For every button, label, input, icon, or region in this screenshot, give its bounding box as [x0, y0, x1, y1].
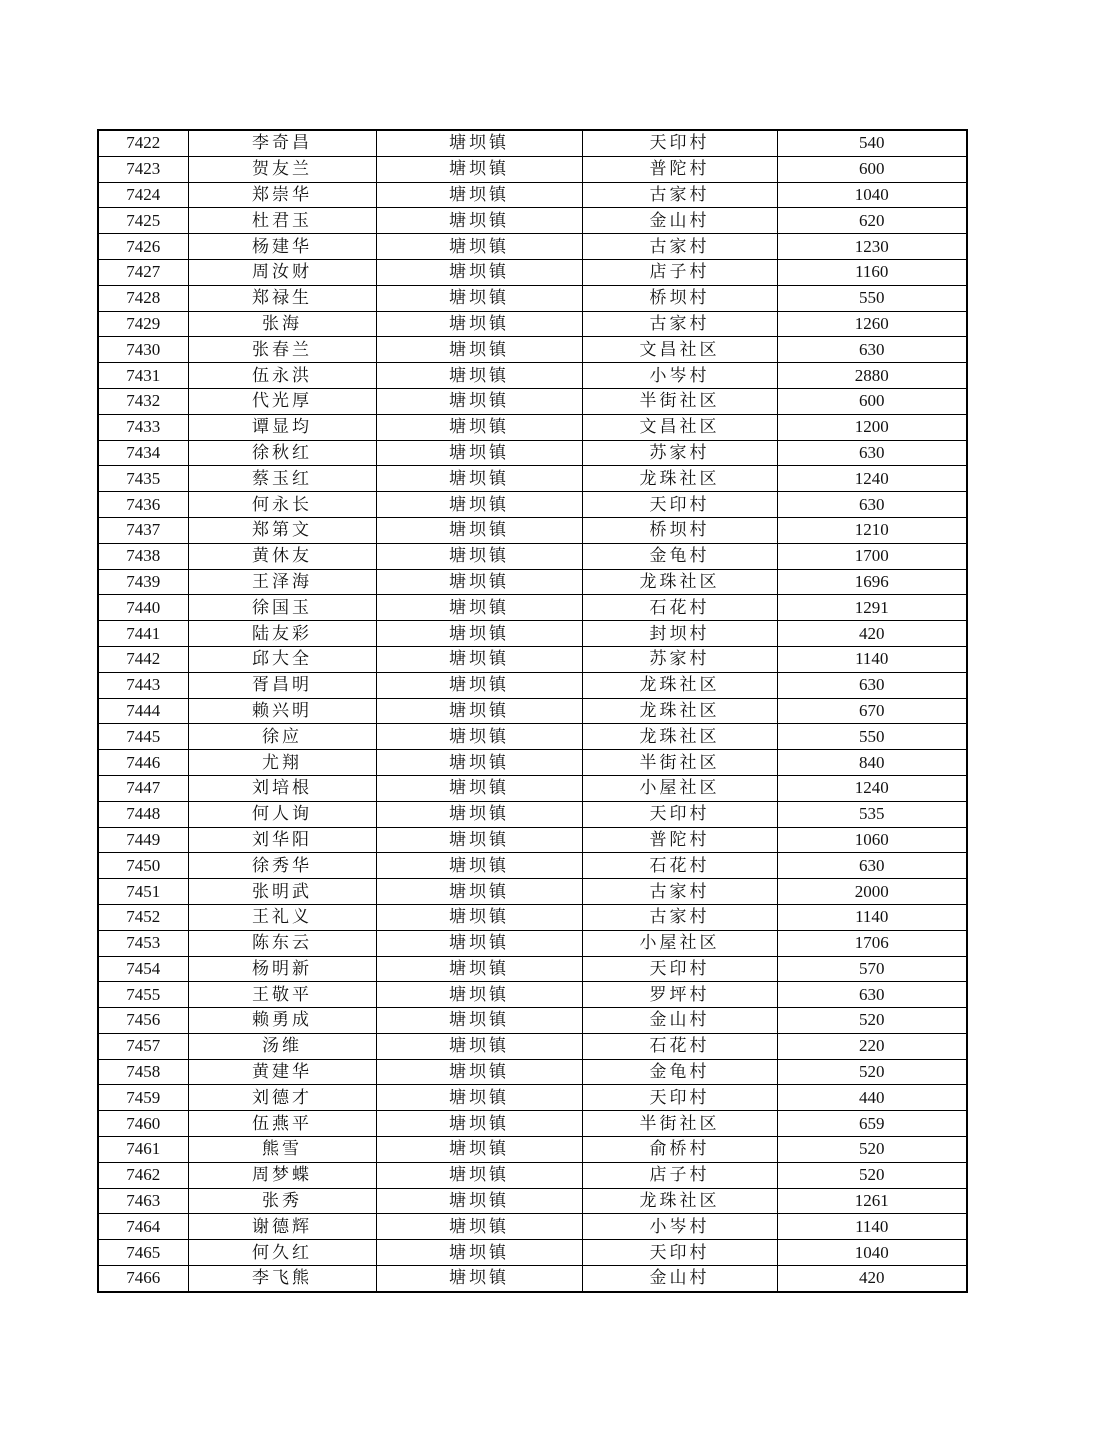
town-cell: 塘坝镇 — [376, 724, 582, 750]
table-row — [98, 621, 967, 647]
amount-cell: 550 — [777, 724, 967, 750]
town-cell: 塘坝镇 — [376, 208, 582, 234]
village-cell: 龙珠社区 — [582, 698, 777, 724]
person-name-cell: 何永长 — [188, 492, 376, 518]
table-row — [98, 259, 967, 285]
town-cell: 塘坝镇 — [376, 982, 582, 1008]
amount-cell: 1140 — [777, 904, 967, 930]
town-cell: 塘坝镇 — [376, 440, 582, 466]
town-cell: 塘坝镇 — [376, 672, 582, 698]
table-row — [98, 595, 967, 621]
village-cell: 文昌社区 — [582, 337, 777, 363]
person-name-cell: 赖兴明 — [188, 698, 376, 724]
amount-cell: 540 — [777, 130, 967, 156]
village-cell: 天印村 — [582, 1240, 777, 1266]
village-cell: 龙珠社区 — [582, 569, 777, 595]
table-row — [98, 930, 967, 956]
table-row — [98, 234, 967, 260]
village-cell: 龙珠社区 — [582, 466, 777, 492]
person-name-cell: 张秀 — [188, 1188, 376, 1214]
amount-cell: 550 — [777, 285, 967, 311]
amount-cell: 670 — [777, 698, 967, 724]
town-cell: 塘坝镇 — [376, 388, 582, 414]
table-row — [98, 285, 967, 311]
town-cell: 塘坝镇 — [376, 595, 582, 621]
table-row — [98, 775, 967, 801]
amount-cell: 2880 — [777, 363, 967, 389]
village-cell: 小岑村 — [582, 1214, 777, 1240]
table-row — [98, 337, 967, 363]
village-cell: 小屋社区 — [582, 775, 777, 801]
village-cell: 龙珠社区 — [582, 724, 777, 750]
town-cell: 塘坝镇 — [376, 1188, 582, 1214]
amount-cell: 1200 — [777, 414, 967, 440]
village-cell: 金龟村 — [582, 1059, 777, 1085]
table-row — [98, 698, 967, 724]
person-name-cell: 谢德辉 — [188, 1214, 376, 1240]
town-cell: 塘坝镇 — [376, 750, 582, 776]
person-name-cell: 黄休友 — [188, 543, 376, 569]
person-name-cell: 胥昌明 — [188, 672, 376, 698]
table-row — [98, 543, 967, 569]
town-cell: 塘坝镇 — [376, 1137, 582, 1163]
table-row — [98, 156, 967, 182]
row-id-cell: 7434 — [98, 440, 188, 466]
row-id-cell: 7465 — [98, 1240, 188, 1266]
village-cell: 天印村 — [582, 130, 777, 156]
village-cell: 封坝村 — [582, 621, 777, 647]
row-id-cell: 7438 — [98, 543, 188, 569]
amount-cell: 1261 — [777, 1188, 967, 1214]
table-row — [98, 1085, 967, 1111]
table-row — [98, 363, 967, 389]
person-name-cell: 代光厚 — [188, 388, 376, 414]
village-cell: 金山村 — [582, 1008, 777, 1034]
table-row — [98, 724, 967, 750]
row-id-cell: 7444 — [98, 698, 188, 724]
row-id-cell: 7460 — [98, 1111, 188, 1137]
village-cell: 金山村 — [582, 208, 777, 234]
person-name-cell: 尤翔 — [188, 750, 376, 776]
amount-cell: 1140 — [777, 1214, 967, 1240]
person-name-cell: 谭显均 — [188, 414, 376, 440]
row-id-cell: 7439 — [98, 569, 188, 595]
row-id-cell: 7449 — [98, 827, 188, 853]
row-id-cell: 7432 — [98, 388, 188, 414]
amount-cell: 840 — [777, 750, 967, 776]
table-row — [98, 1214, 967, 1240]
village-cell: 石花村 — [582, 1033, 777, 1059]
person-name-cell: 黄建华 — [188, 1059, 376, 1085]
row-id-cell: 7440 — [98, 595, 188, 621]
town-cell: 塘坝镇 — [376, 1266, 582, 1292]
village-cell: 桥坝村 — [582, 517, 777, 543]
row-id-cell: 7422 — [98, 130, 188, 156]
village-cell: 古家村 — [582, 182, 777, 208]
row-id-cell: 7453 — [98, 930, 188, 956]
amount-cell: 1060 — [777, 827, 967, 853]
row-id-cell: 7425 — [98, 208, 188, 234]
village-cell: 古家村 — [582, 904, 777, 930]
amount-cell: 520 — [777, 1008, 967, 1034]
table-row — [98, 982, 967, 1008]
person-name-cell: 何人询 — [188, 801, 376, 827]
village-cell: 石花村 — [582, 853, 777, 879]
table-row — [98, 1266, 967, 1292]
amount-cell: 1230 — [777, 234, 967, 260]
person-name-cell: 伍永洪 — [188, 363, 376, 389]
town-cell: 塘坝镇 — [376, 775, 582, 801]
amount-cell: 520 — [777, 1162, 967, 1188]
person-name-cell: 杨明新 — [188, 956, 376, 982]
table-row — [98, 182, 967, 208]
village-cell: 苏家村 — [582, 646, 777, 672]
town-cell: 塘坝镇 — [376, 337, 582, 363]
village-cell: 普陀村 — [582, 156, 777, 182]
amount-cell: 220 — [777, 1033, 967, 1059]
row-id-cell: 7463 — [98, 1188, 188, 1214]
row-id-cell: 7423 — [98, 156, 188, 182]
village-cell: 龙珠社区 — [582, 672, 777, 698]
row-id-cell: 7457 — [98, 1033, 188, 1059]
person-name-cell: 李飞熊 — [188, 1266, 376, 1292]
table-row — [98, 853, 967, 879]
town-cell: 塘坝镇 — [376, 1162, 582, 1188]
person-name-cell: 邱大全 — [188, 646, 376, 672]
town-cell: 塘坝镇 — [376, 182, 582, 208]
row-id-cell: 7446 — [98, 750, 188, 776]
row-id-cell: 7466 — [98, 1266, 188, 1292]
table-body — [98, 130, 967, 1292]
person-name-cell: 徐国玉 — [188, 595, 376, 621]
row-id-cell: 7454 — [98, 956, 188, 982]
amount-cell: 440 — [777, 1085, 967, 1111]
table-row — [98, 750, 967, 776]
person-name-cell: 陆友彩 — [188, 621, 376, 647]
town-cell: 塘坝镇 — [376, 1214, 582, 1240]
table-row — [98, 904, 967, 930]
amount-cell: 600 — [777, 156, 967, 182]
village-cell: 桥坝村 — [582, 285, 777, 311]
row-id-cell: 7445 — [98, 724, 188, 750]
row-id-cell: 7435 — [98, 466, 188, 492]
table-row — [98, 1240, 967, 1266]
table-row — [98, 1059, 967, 1085]
amount-cell: 1040 — [777, 1240, 967, 1266]
amount-cell: 1696 — [777, 569, 967, 595]
village-cell: 龙珠社区 — [582, 1188, 777, 1214]
person-name-cell: 李奇昌 — [188, 130, 376, 156]
table-row — [98, 1188, 967, 1214]
row-id-cell: 7431 — [98, 363, 188, 389]
person-name-cell: 郑崇华 — [188, 182, 376, 208]
table-row — [98, 569, 967, 595]
village-cell: 金山村 — [582, 1266, 777, 1292]
village-cell: 苏家村 — [582, 440, 777, 466]
amount-cell: 630 — [777, 982, 967, 1008]
person-name-cell: 徐秋红 — [188, 440, 376, 466]
table-row — [98, 440, 967, 466]
row-id-cell: 7455 — [98, 982, 188, 1008]
town-cell: 塘坝镇 — [376, 1059, 582, 1085]
person-name-cell: 刘华阳 — [188, 827, 376, 853]
person-name-cell: 刘培根 — [188, 775, 376, 801]
amount-cell: 1240 — [777, 775, 967, 801]
table-row — [98, 956, 967, 982]
town-cell: 塘坝镇 — [376, 698, 582, 724]
town-cell: 塘坝镇 — [376, 801, 582, 827]
table-row — [98, 1111, 967, 1137]
person-name-cell: 赖勇成 — [188, 1008, 376, 1034]
amount-cell: 1210 — [777, 517, 967, 543]
village-cell: 半街社区 — [582, 1111, 777, 1137]
town-cell: 塘坝镇 — [376, 646, 582, 672]
person-name-cell: 贺友兰 — [188, 156, 376, 182]
town-cell: 塘坝镇 — [376, 1008, 582, 1034]
person-name-cell: 郑第文 — [188, 517, 376, 543]
village-cell: 俞桥村 — [582, 1137, 777, 1163]
town-cell: 塘坝镇 — [376, 517, 582, 543]
person-name-cell: 徐秀华 — [188, 853, 376, 879]
row-id-cell: 7424 — [98, 182, 188, 208]
table-row — [98, 801, 967, 827]
amount-cell: 520 — [777, 1137, 967, 1163]
row-id-cell: 7448 — [98, 801, 188, 827]
table-row — [98, 646, 967, 672]
person-name-cell: 杨建华 — [188, 234, 376, 260]
person-name-cell: 熊雪 — [188, 1137, 376, 1163]
town-cell: 塘坝镇 — [376, 930, 582, 956]
amount-cell: 620 — [777, 208, 967, 234]
amount-cell: 1706 — [777, 930, 967, 956]
town-cell: 塘坝镇 — [376, 363, 582, 389]
town-cell: 塘坝镇 — [376, 879, 582, 905]
amount-cell: 659 — [777, 1111, 967, 1137]
village-cell: 古家村 — [582, 234, 777, 260]
row-id-cell: 7427 — [98, 259, 188, 285]
amount-cell: 535 — [777, 801, 967, 827]
village-cell: 石花村 — [582, 595, 777, 621]
town-cell: 塘坝镇 — [376, 285, 582, 311]
person-name-cell: 王敬平 — [188, 982, 376, 1008]
row-id-cell: 7447 — [98, 775, 188, 801]
row-id-cell: 7443 — [98, 672, 188, 698]
town-cell: 塘坝镇 — [376, 492, 582, 518]
table-row — [98, 827, 967, 853]
amount-cell: 1260 — [777, 311, 967, 337]
table-row — [98, 1162, 967, 1188]
amount-cell: 1240 — [777, 466, 967, 492]
town-cell: 塘坝镇 — [376, 543, 582, 569]
town-cell: 塘坝镇 — [376, 259, 582, 285]
person-name-cell: 张春兰 — [188, 337, 376, 363]
town-cell: 塘坝镇 — [376, 1085, 582, 1111]
amount-cell: 630 — [777, 440, 967, 466]
village-cell: 普陀村 — [582, 827, 777, 853]
table-row — [98, 414, 967, 440]
person-name-cell: 陈东云 — [188, 930, 376, 956]
table-row — [98, 672, 967, 698]
amount-cell: 600 — [777, 388, 967, 414]
village-cell: 天印村 — [582, 1085, 777, 1111]
table-row — [98, 492, 967, 518]
row-id-cell: 7436 — [98, 492, 188, 518]
table-row — [98, 1008, 967, 1034]
row-id-cell: 7461 — [98, 1137, 188, 1163]
amount-cell: 630 — [777, 672, 967, 698]
row-id-cell: 7459 — [98, 1085, 188, 1111]
table-row — [98, 208, 967, 234]
town-cell: 塘坝镇 — [376, 414, 582, 440]
village-cell: 文昌社区 — [582, 414, 777, 440]
town-cell: 塘坝镇 — [376, 234, 582, 260]
town-cell: 塘坝镇 — [376, 569, 582, 595]
row-id-cell: 7426 — [98, 234, 188, 260]
data-table — [97, 129, 968, 1293]
person-name-cell: 何久红 — [188, 1240, 376, 1266]
row-id-cell: 7429 — [98, 311, 188, 337]
amount-cell: 1160 — [777, 259, 967, 285]
village-cell: 天印村 — [582, 956, 777, 982]
amount-cell: 630 — [777, 492, 967, 518]
amount-cell: 2000 — [777, 879, 967, 905]
amount-cell: 1291 — [777, 595, 967, 621]
village-cell: 半街社区 — [582, 750, 777, 776]
village-cell: 小岑村 — [582, 363, 777, 389]
row-id-cell: 7428 — [98, 285, 188, 311]
amount-cell: 420 — [777, 621, 967, 647]
person-name-cell: 张明武 — [188, 879, 376, 905]
table-row — [98, 879, 967, 905]
village-cell: 天印村 — [582, 801, 777, 827]
town-cell: 塘坝镇 — [376, 130, 582, 156]
row-id-cell: 7437 — [98, 517, 188, 543]
table-row — [98, 388, 967, 414]
person-name-cell: 杜君玉 — [188, 208, 376, 234]
row-id-cell: 7462 — [98, 1162, 188, 1188]
amount-cell: 570 — [777, 956, 967, 982]
table-row — [98, 130, 967, 156]
row-id-cell: 7430 — [98, 337, 188, 363]
village-cell: 半街社区 — [582, 388, 777, 414]
town-cell: 塘坝镇 — [376, 1033, 582, 1059]
town-cell: 塘坝镇 — [376, 311, 582, 337]
village-cell: 小屋社区 — [582, 930, 777, 956]
amount-cell: 1700 — [777, 543, 967, 569]
town-cell: 塘坝镇 — [376, 904, 582, 930]
row-id-cell: 7451 — [98, 879, 188, 905]
village-cell: 古家村 — [582, 879, 777, 905]
person-name-cell: 张海 — [188, 311, 376, 337]
row-id-cell: 7433 — [98, 414, 188, 440]
town-cell: 塘坝镇 — [376, 621, 582, 647]
row-id-cell: 7458 — [98, 1059, 188, 1085]
person-name-cell: 蔡玉红 — [188, 466, 376, 492]
row-id-cell: 7456 — [98, 1008, 188, 1034]
person-name-cell: 刘德才 — [188, 1085, 376, 1111]
amount-cell: 520 — [777, 1059, 967, 1085]
row-id-cell: 7450 — [98, 853, 188, 879]
person-name-cell: 周汝财 — [188, 259, 376, 285]
amount-cell: 630 — [777, 337, 967, 363]
table-row — [98, 466, 967, 492]
village-cell: 店子村 — [582, 1162, 777, 1188]
town-cell: 塘坝镇 — [376, 466, 582, 492]
town-cell: 塘坝镇 — [376, 1240, 582, 1266]
town-cell: 塘坝镇 — [376, 827, 582, 853]
person-name-cell: 王礼义 — [188, 904, 376, 930]
town-cell: 塘坝镇 — [376, 156, 582, 182]
row-id-cell: 7452 — [98, 904, 188, 930]
town-cell: 塘坝镇 — [376, 956, 582, 982]
person-name-cell: 汤维 — [188, 1033, 376, 1059]
amount-cell: 420 — [777, 1266, 967, 1292]
town-cell: 塘坝镇 — [376, 853, 582, 879]
village-cell: 金龟村 — [582, 543, 777, 569]
row-id-cell: 7464 — [98, 1214, 188, 1240]
person-name-cell: 周梦蝶 — [188, 1162, 376, 1188]
amount-cell: 1040 — [777, 182, 967, 208]
village-cell: 天印村 — [582, 492, 777, 518]
town-cell: 塘坝镇 — [376, 1111, 582, 1137]
table-row — [98, 1033, 967, 1059]
row-id-cell: 7441 — [98, 621, 188, 647]
amount-cell: 630 — [777, 853, 967, 879]
person-name-cell: 伍燕平 — [188, 1111, 376, 1137]
person-name-cell: 郑禄生 — [188, 285, 376, 311]
person-name-cell: 王泽海 — [188, 569, 376, 595]
village-cell: 罗坪村 — [582, 982, 777, 1008]
table-row — [98, 311, 967, 337]
person-name-cell: 徐应 — [188, 724, 376, 750]
village-cell: 古家村 — [582, 311, 777, 337]
table-row — [98, 517, 967, 543]
village-cell: 店子村 — [582, 259, 777, 285]
amount-cell: 1140 — [777, 646, 967, 672]
row-id-cell: 7442 — [98, 646, 188, 672]
table-row — [98, 1137, 967, 1163]
